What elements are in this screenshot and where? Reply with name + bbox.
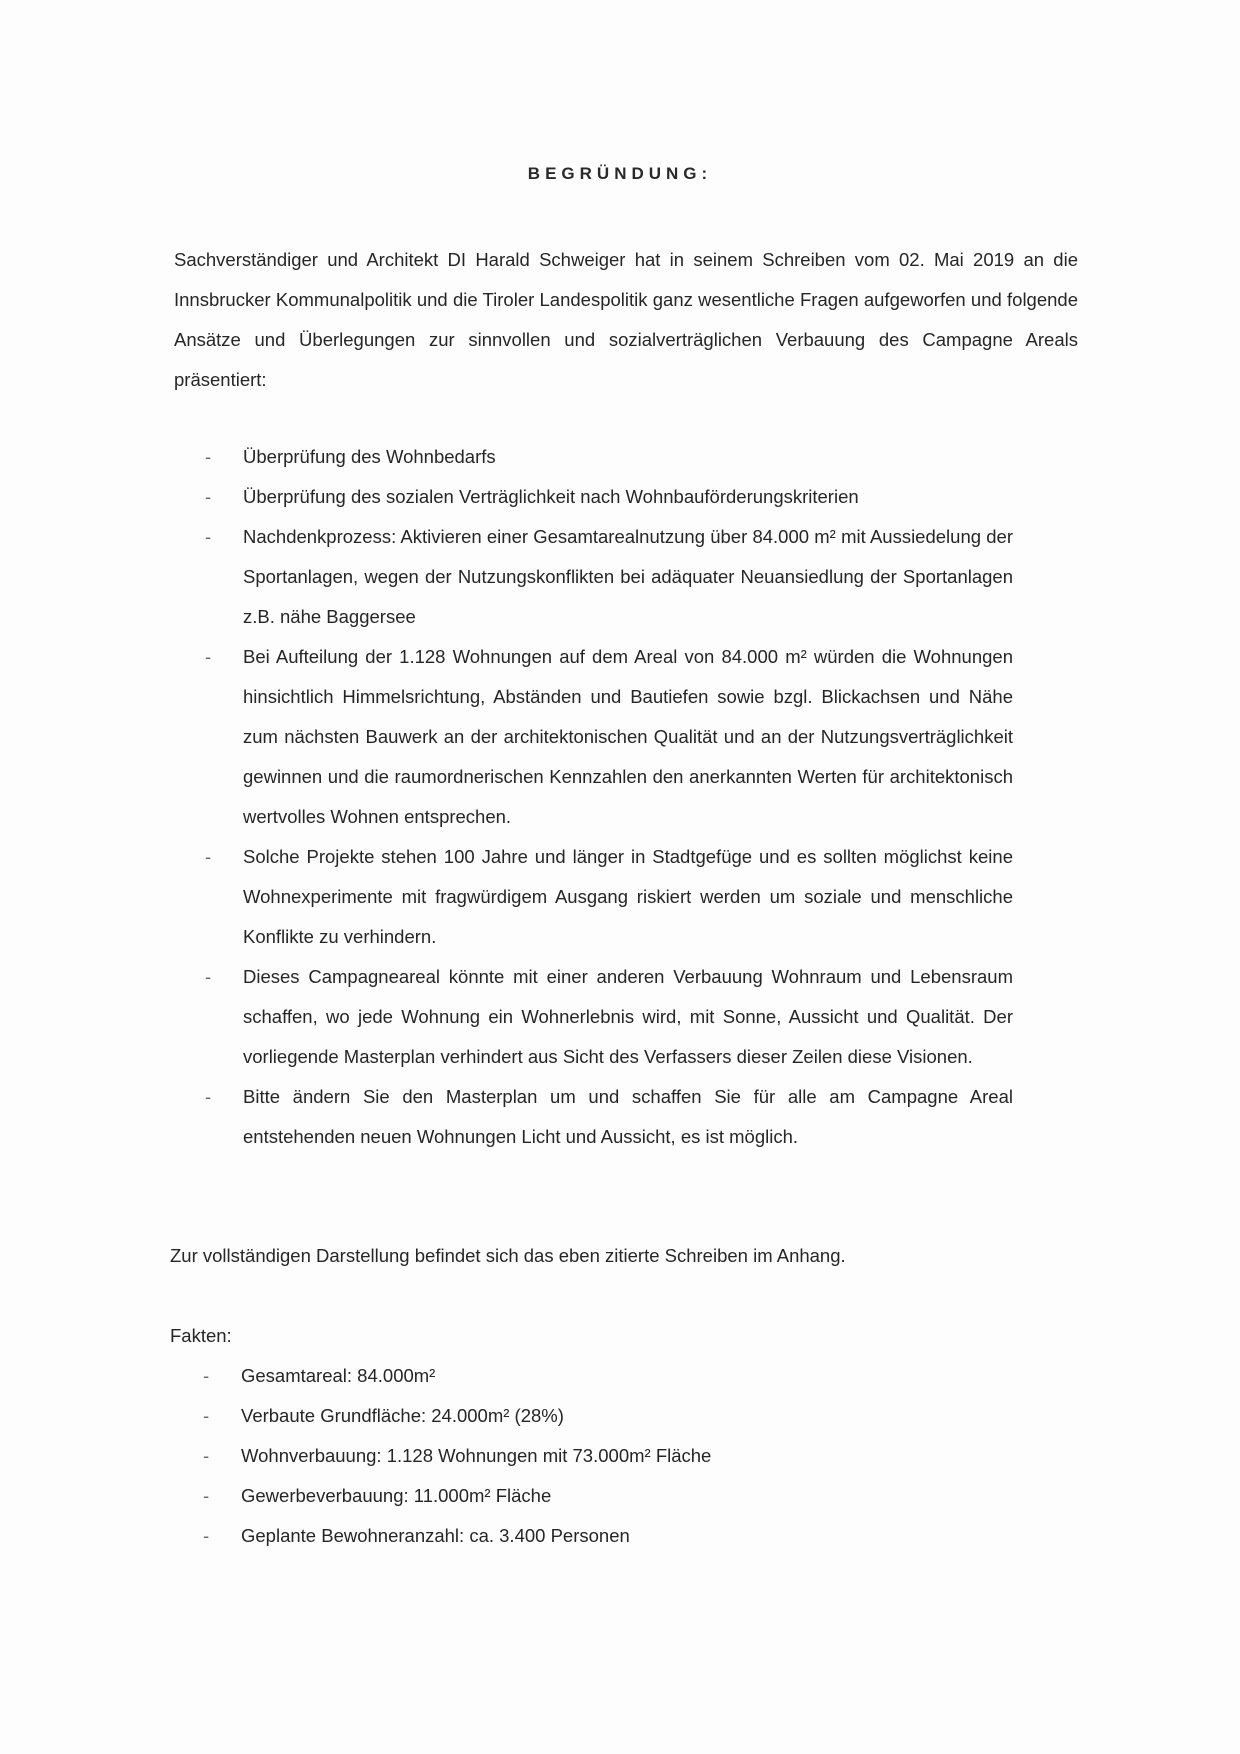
proposal-list [205,437,1013,1157]
intro-paragraph: Sachverständiger und Architekt DI Harald Schweiger hat in seinem Schreiben vom 02. Mai 2019 an die Innsbrucker Kommunalpolitik und die Tiroler Landespolitik ganz wesentliche Fragen aufgeworfen und folgende Ansätze und Überlegungen zur sinnvollen und sozialverträglichen Verbauung des Campagne Areals präsentiert: [174,249,1078,390]
bullet-dash: - [203,1485,210,1506]
reference-paragraph: Zur vollständigen Darstellung befindet sich das eben zitierte Schreiben im Anhang. [170,1245,846,1266]
list-item-text: Solche Projekte stehen 100 Jahre und länger in Stadtgefüge und es sollten möglichst keine Wohnexperimente mit fragwürdigem Ausgang riskiert werden um soziale und menschliche Konflikte zu verhindern. [243,846,1013,947]
list-item [203,1436,903,1476]
fact-text: Verbaute Grundfläche: 24.000m² (28%) [241,1405,564,1426]
list-item-text: Dieses Campagneareal könnte mit einer anderen Verbauung Wohnraum und Lebensraum schaffen, wo jede Wohnung ein Wohnerlebnis wird, mit Sonne, Aussicht und Qualität. Der vorliegende Masterplan verhindert aus Sicht des Verfassers dieser Zeilen diese Visionen. [243,966,1013,1067]
bullet-dash: - [205,646,212,667]
list-item [205,957,1013,1077]
list-item [203,1356,903,1396]
list-item [205,437,1013,477]
bullet-dash: - [205,526,212,547]
list-item [203,1396,903,1436]
list-item-text: Überprüfung des sozialen Verträglichkeit nach Wohnbauförderungskriterien [243,486,859,507]
fact-text: Geplante Bewohneranzahl: ca. 3.400 Personen [241,1525,630,1546]
fact-text: Gewerbeverbauung: 11.000m² Fläche [241,1485,552,1506]
document-title: BEGRÜNDUNG: [527,164,713,183]
list-item [205,517,1013,637]
list-item [205,1077,1013,1157]
list-item-text: Bei Aufteilung der 1.128 Wohnungen auf dem Areal von 84.000 m² würden die Wohnungen hinsichtlich Himmelsrichtung, Abständen und Bautiefen sowie bzgl. Blickachsen und Nähe zum nächsten Bauwerk an der architektonischen Qualität und an der Nutzungsverträglichkeit gewinnen und die raumordnerischen Kennzahlen den anerkannten Werten für architektonisch wertvolles Wohnen entsprechen. [243,646,1013,827]
fact-text: Gesamtareal: 84.000m² [241,1365,436,1386]
list-item [205,637,1013,837]
bullet-dash: - [203,1365,210,1386]
facts-list [203,1356,903,1556]
list-item [203,1476,903,1516]
bullet-dash: - [205,846,212,867]
list-item-text: Überprüfung des Wohnbedarfs [243,446,496,467]
list-item [205,837,1013,957]
bullet-dash: - [205,1086,212,1107]
bullet-dash: - [205,446,212,467]
bullet-dash: - [203,1525,210,1546]
bullet-dash: - [205,486,212,507]
list-item-text: Bitte ändern Sie den Masterplan um und schaffen Sie für alle am Campagne Areal entstehenden neuen Wohnungen Licht und Aussicht, es ist möglich. [243,1086,1013,1147]
list-item [205,477,1013,517]
bullet-dash: - [203,1405,210,1426]
bullet-dash: - [205,966,212,987]
fact-text: Wohnverbauung: 1.128 Wohnungen mit 73.000m² Fläche [241,1445,712,1466]
list-item [203,1516,903,1556]
facts-heading: Fakten: [170,1325,232,1346]
bullet-dash: - [203,1445,210,1466]
list-item-text: Nachdenkprozess: Aktivieren einer Gesamtarealnutzung über 84.000 m² mit Aussiedelung der Sportanlagen, wegen der Nutzungskonflikten bei adäquater Neuansiedlung der Sportanlagen z.B. nähe Baggersee [243,526,1013,627]
